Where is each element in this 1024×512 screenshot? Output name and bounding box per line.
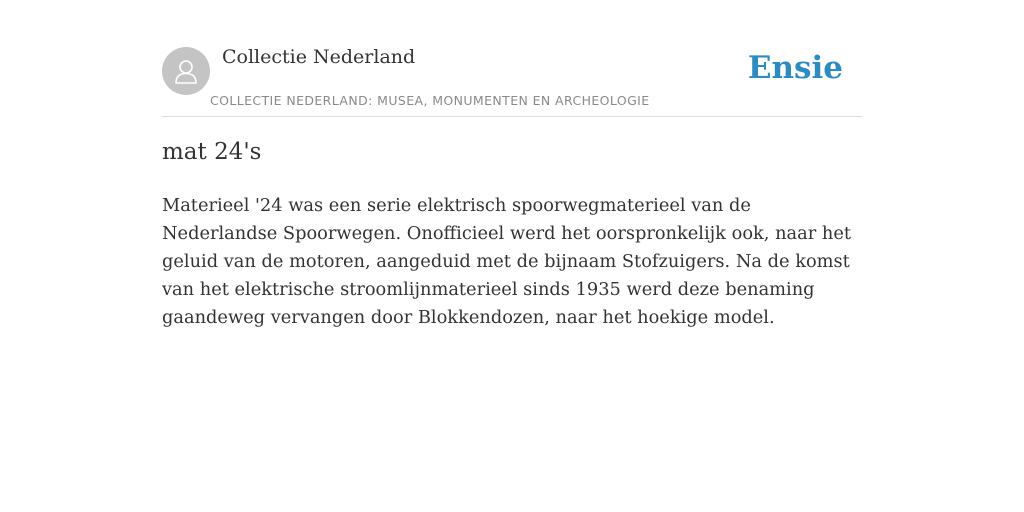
ensie-logo[interactable]: Ensie <box>747 50 843 86</box>
author-name[interactable]: Collectie Nederland <box>222 46 416 68</box>
entry-title: mat 24's <box>162 139 262 165</box>
entry-description: Materieel '24 was een serie elektrisch spoorwegmaterieel van de Nederlandse Spoorwegen. Onofficieel werd het oorspronkelijk ook, naar het geluid van de motoren, aangeduid met de bijnaam Stofzuigers. Na de komst van het elektrische stroomlijnmaterieel sinds 1935 werd deze benaming gaandeweg vervangen door Blokkendozen, naar het hoekige model. <box>162 195 852 328</box>
author-subtitle: COLLECTIE NEDERLAND: MUSEA, MONUMENTEN EN ARCHEOLOGIE <box>210 93 650 108</box>
entry-card <box>162 0 862 328</box>
user-icon <box>171 56 201 86</box>
avatar[interactable] <box>162 47 210 95</box>
entry-header <box>162 0 862 117</box>
